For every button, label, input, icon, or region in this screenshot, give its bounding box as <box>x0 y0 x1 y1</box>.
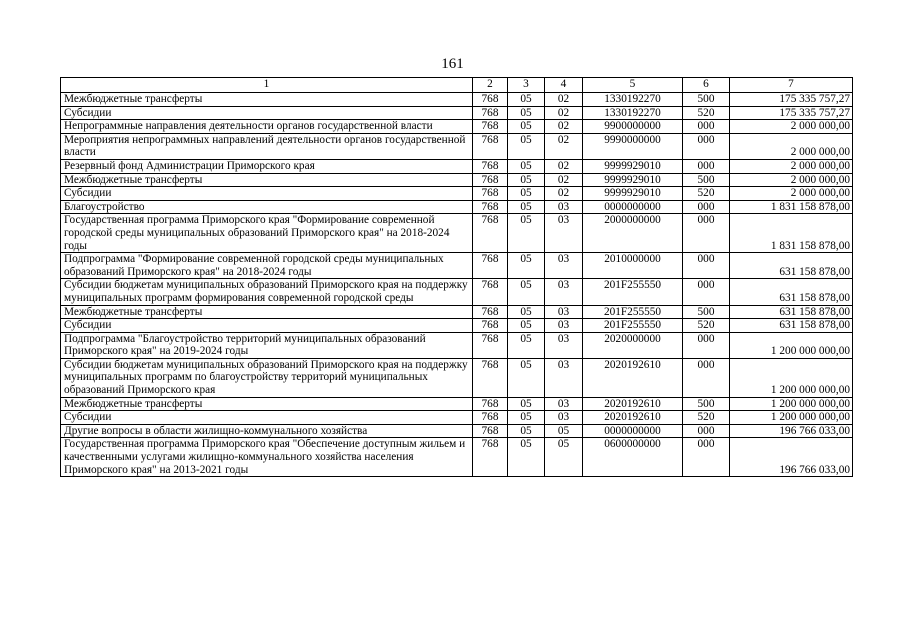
header-col-3: 3 <box>508 78 545 93</box>
header-col-7: 7 <box>730 78 853 93</box>
row-col-6: 000 <box>683 214 730 253</box>
table-row <box>61 214 853 253</box>
row-col-3: 05 <box>508 93 545 107</box>
row-col-3: 05 <box>508 319 545 333</box>
row-col-2: 768 <box>473 332 508 358</box>
header-col-5: 5 <box>583 78 683 93</box>
row-amount: 175 335 757,27 <box>730 93 853 107</box>
row-col-3: 05 <box>508 253 545 279</box>
table-row <box>61 93 853 107</box>
row-col-2: 768 <box>473 200 508 214</box>
row-name: Другие вопросы в области жилищно-коммунального хозяйства <box>61 424 473 438</box>
table-body <box>61 93 853 477</box>
row-col-4: 03 <box>545 279 583 305</box>
row-col-4: 02 <box>545 187 583 201</box>
row-col-6: 520 <box>683 319 730 333</box>
row-col-6: 500 <box>683 93 730 107</box>
row-col-5: 0600000000 <box>583 438 683 477</box>
row-col-4: 02 <box>545 93 583 107</box>
row-col-4: 03 <box>545 358 583 397</box>
row-col-3: 05 <box>508 279 545 305</box>
row-col-6: 000 <box>683 200 730 214</box>
row-name: Подпрограмма "Формирование современной городской среды муниципальных образований Приморского края" на 2018-2024 годы <box>61 253 473 279</box>
row-col-5: 9900000000 <box>583 120 683 134</box>
row-col-5: 9999929010 <box>583 159 683 173</box>
row-amount: 631 158 878,00 <box>730 279 853 305</box>
row-amount: 196 766 033,00 <box>730 438 853 477</box>
row-col-6: 000 <box>683 358 730 397</box>
table-row <box>61 187 853 201</box>
row-col-4: 03 <box>545 200 583 214</box>
row-col-2: 768 <box>473 120 508 134</box>
row-amount: 1 200 000 000,00 <box>730 397 853 411</box>
row-amount: 196 766 033,00 <box>730 424 853 438</box>
row-col-3: 05 <box>508 214 545 253</box>
row-col-3: 05 <box>508 106 545 120</box>
row-col-6: 000 <box>683 424 730 438</box>
header-col-2: 2 <box>473 78 508 93</box>
row-col-2: 768 <box>473 319 508 333</box>
row-col-2: 768 <box>473 106 508 120</box>
row-col-2: 768 <box>473 305 508 319</box>
table-row <box>61 133 853 159</box>
row-col-6: 000 <box>683 279 730 305</box>
row-col-4: 02 <box>545 133 583 159</box>
row-col-6: 000 <box>683 332 730 358</box>
row-col-4: 03 <box>545 319 583 333</box>
row-amount: 1 831 158 878,00 <box>730 214 853 253</box>
row-col-3: 05 <box>508 187 545 201</box>
row-col-4: 02 <box>545 159 583 173</box>
row-amount: 631 158 878,00 <box>730 253 853 279</box>
row-col-3: 05 <box>508 397 545 411</box>
row-col-5: 2020192610 <box>583 358 683 397</box>
row-col-2: 768 <box>473 411 508 425</box>
row-col-2: 768 <box>473 187 508 201</box>
row-col-5: 2020192610 <box>583 411 683 425</box>
row-name: Благоустройство <box>61 200 473 214</box>
row-col-3: 05 <box>508 120 545 134</box>
row-col-3: 05 <box>508 200 545 214</box>
table-row <box>61 200 853 214</box>
row-name: Межбюджетные трансферты <box>61 397 473 411</box>
row-col-2: 768 <box>473 214 508 253</box>
row-col-5: 1330192270 <box>583 93 683 107</box>
table-row <box>61 253 853 279</box>
table-row <box>61 411 853 425</box>
row-col-5: 2020000000 <box>583 332 683 358</box>
row-col-4: 05 <box>545 438 583 477</box>
row-col-4: 03 <box>545 397 583 411</box>
table-row <box>61 159 853 173</box>
row-col-2: 768 <box>473 424 508 438</box>
table-row <box>61 120 853 134</box>
row-amount: 2 000 000,00 <box>730 187 853 201</box>
row-amount: 1 200 000 000,00 <box>730 411 853 425</box>
page-number: 161 <box>441 56 464 72</box>
row-col-6: 000 <box>683 133 730 159</box>
header-col-6: 6 <box>683 78 730 93</box>
row-name: Государственная программа Приморского края "Формирование современной городской среды муниципальных образований Приморского края" на 2018-2024 годы <box>61 214 473 253</box>
table-row <box>61 106 853 120</box>
table-row <box>61 358 853 397</box>
row-col-3: 05 <box>508 438 545 477</box>
row-amount: 631 158 878,00 <box>730 305 853 319</box>
row-col-2: 768 <box>473 438 508 477</box>
row-name: Межбюджетные трансферты <box>61 305 473 319</box>
row-col-5: 2020192610 <box>583 397 683 411</box>
row-col-3: 05 <box>508 358 545 397</box>
row-name: Межбюджетные трансферты <box>61 93 473 107</box>
row-col-3: 05 <box>508 133 545 159</box>
header-col-1: 1 <box>61 78 473 93</box>
row-col-6: 520 <box>683 106 730 120</box>
row-col-2: 768 <box>473 159 508 173</box>
row-amount: 1 200 000 000,00 <box>730 332 853 358</box>
row-col-3: 05 <box>508 411 545 425</box>
row-name: Субсидии <box>61 187 473 201</box>
row-name: Субсидии бюджетам муниципальных образований Приморского края на поддержку муниципальных программ формирования современной городской среды <box>61 279 473 305</box>
row-col-6: 000 <box>683 159 730 173</box>
row-col-5: 201F255550 <box>583 319 683 333</box>
row-col-4: 05 <box>545 424 583 438</box>
row-amount: 175 335 757,27 <box>730 106 853 120</box>
row-col-5: 201F255550 <box>583 305 683 319</box>
row-col-2: 768 <box>473 358 508 397</box>
row-col-4: 02 <box>545 173 583 187</box>
table-row <box>61 397 853 411</box>
row-col-5: 201F255550 <box>583 279 683 305</box>
row-name: Мероприятия непрограммных направлений деятельности органов государственной власти <box>61 133 473 159</box>
row-col-5: 9990000000 <box>583 133 683 159</box>
row-col-3: 05 <box>508 424 545 438</box>
table-row <box>61 438 853 477</box>
row-col-3: 05 <box>508 305 545 319</box>
header-col-4: 4 <box>545 78 583 93</box>
row-col-6: 000 <box>683 253 730 279</box>
row-col-5: 0000000000 <box>583 200 683 214</box>
row-col-6: 500 <box>683 173 730 187</box>
row-col-5: 9999929010 <box>583 173 683 187</box>
row-col-6: 500 <box>683 397 730 411</box>
row-col-2: 768 <box>473 173 508 187</box>
row-col-2: 768 <box>473 253 508 279</box>
row-name: Субсидии бюджетам муниципальных образований Приморского края на поддержку муниципальных программ по благоустройству территорий муниципальных образований Приморского края <box>61 358 473 397</box>
table-row <box>61 319 853 333</box>
row-col-3: 05 <box>508 332 545 358</box>
table-row <box>61 305 853 319</box>
row-col-2: 768 <box>473 93 508 107</box>
row-col-4: 02 <box>545 106 583 120</box>
row-amount: 1 200 000 000,00 <box>730 358 853 397</box>
row-amount: 1 831 158 878,00 <box>730 200 853 214</box>
row-name: Подпрограмма "Благоустройство территорий муниципальных образований Приморского края" на 2019-2024 годы <box>61 332 473 358</box>
row-col-3: 05 <box>508 173 545 187</box>
row-col-3: 05 <box>508 159 545 173</box>
row-name: Субсидии <box>61 319 473 333</box>
row-col-6: 520 <box>683 411 730 425</box>
table-row <box>61 332 853 358</box>
row-col-5: 0000000000 <box>583 424 683 438</box>
row-amount: 2 000 000,00 <box>730 120 853 134</box>
row-name: Непрограммные направления деятельности органов государственной власти <box>61 120 473 134</box>
row-col-5: 9999929010 <box>583 187 683 201</box>
row-col-5: 2010000000 <box>583 253 683 279</box>
row-name: Резервный фонд Администрации Приморского края <box>61 159 473 173</box>
row-col-4: 02 <box>545 120 583 134</box>
table-row <box>61 279 853 305</box>
row-col-4: 03 <box>545 411 583 425</box>
row-col-6: 520 <box>683 187 730 201</box>
row-name: Государственная программа Приморского края "Обеспечение доступным жильем и качественными услугами жилищно-коммунального хозяйства населения Приморского края" на 2013-2021 годы <box>61 438 473 477</box>
row-col-2: 768 <box>473 133 508 159</box>
table-row <box>61 424 853 438</box>
row-col-5: 1330192270 <box>583 106 683 120</box>
row-name: Субсидии <box>61 106 473 120</box>
row-amount: 2 000 000,00 <box>730 173 853 187</box>
table-row <box>61 173 853 187</box>
row-amount: 2 000 000,00 <box>730 133 853 159</box>
row-amount: 631 158 878,00 <box>730 319 853 333</box>
row-col-6: 000 <box>683 120 730 134</box>
budget-table <box>60 77 853 477</box>
row-col-5: 2000000000 <box>583 214 683 253</box>
table-header-row <box>61 78 853 93</box>
row-col-4: 03 <box>545 305 583 319</box>
row-col-2: 768 <box>473 279 508 305</box>
row-col-2: 768 <box>473 397 508 411</box>
row-name: Субсидии <box>61 411 473 425</box>
row-col-6: 000 <box>683 438 730 477</box>
row-col-6: 500 <box>683 305 730 319</box>
row-col-4: 03 <box>545 214 583 253</box>
row-amount: 2 000 000,00 <box>730 159 853 173</box>
row-col-4: 03 <box>545 253 583 279</box>
row-name: Межбюджетные трансферты <box>61 173 473 187</box>
row-col-4: 03 <box>545 332 583 358</box>
